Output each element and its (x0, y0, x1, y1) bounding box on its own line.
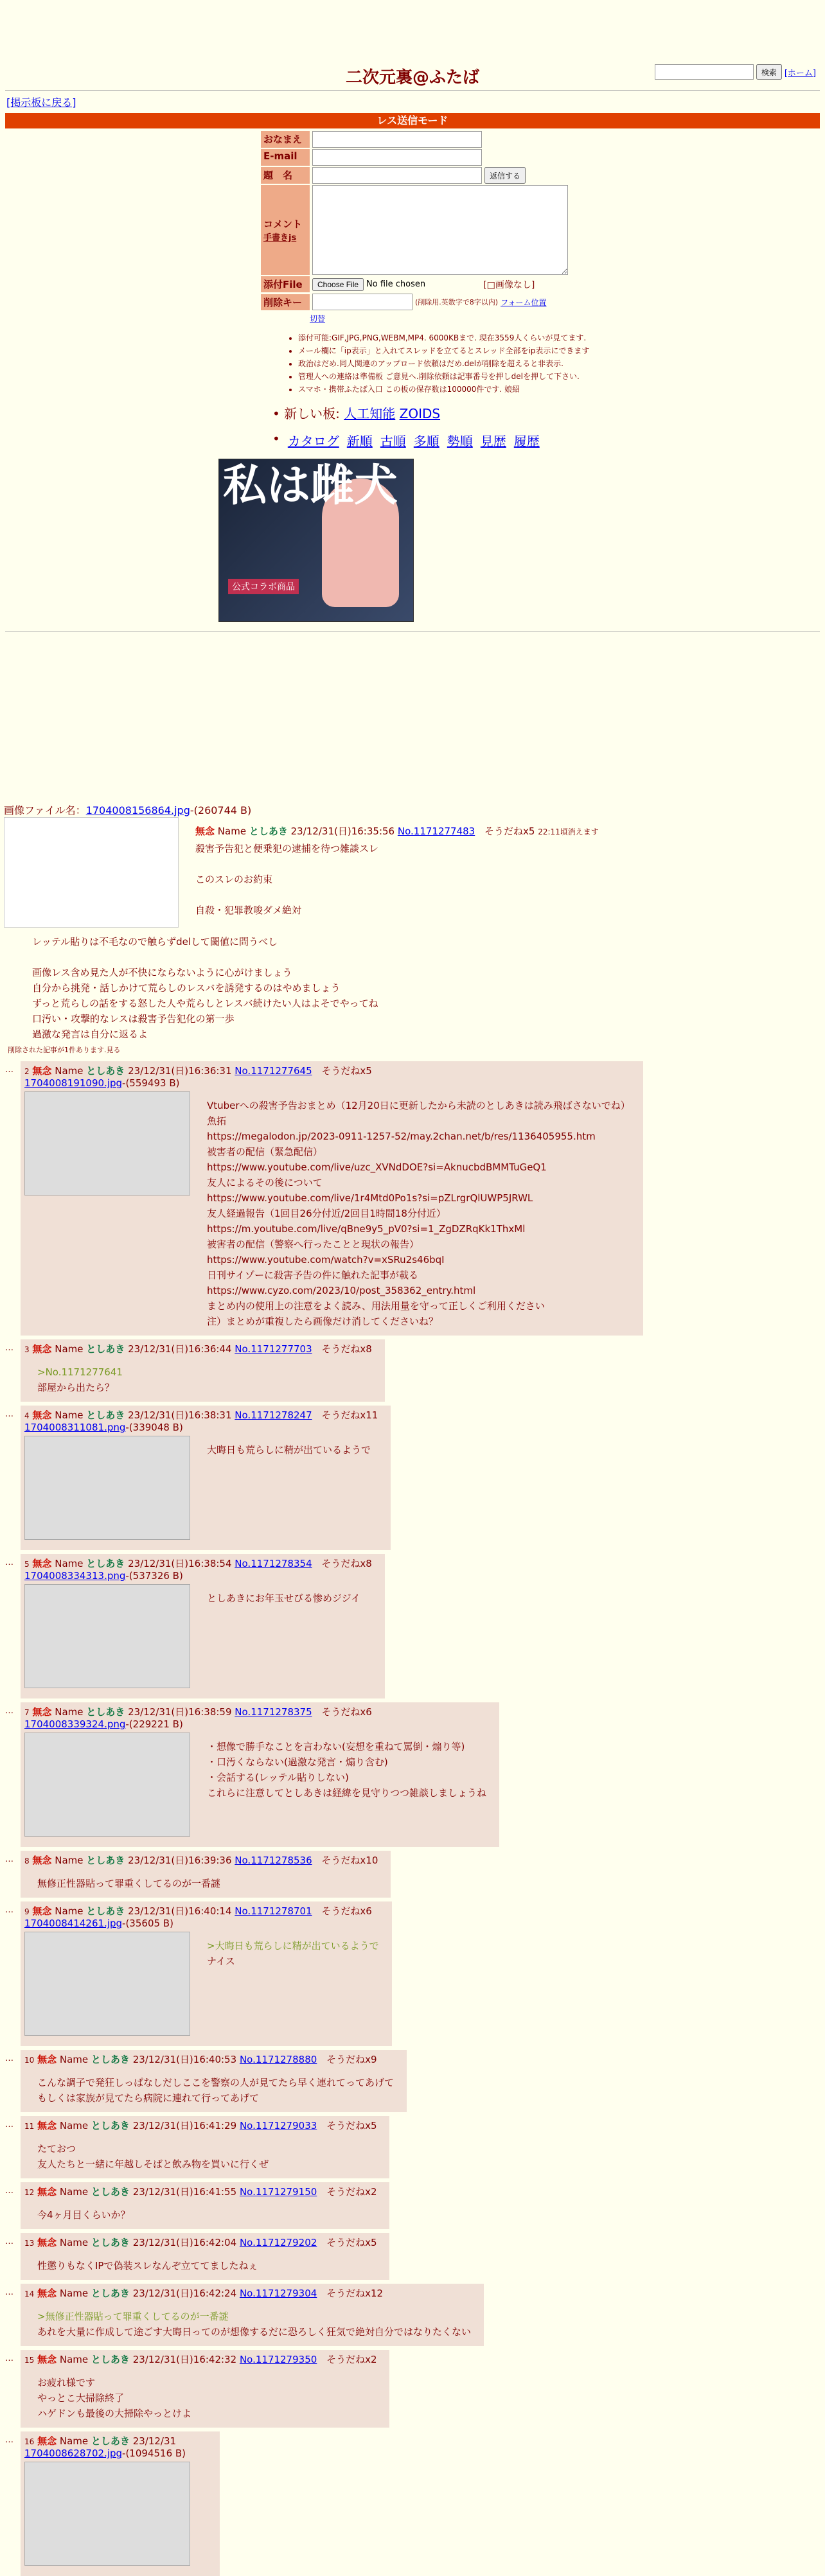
handwrite-link[interactable]: 手書きjs (263, 233, 297, 243)
poster-name: としあき (86, 1905, 125, 1917)
nav-history[interactable]: 履歴 (513, 434, 540, 449)
board-link-zoids[interactable]: ZOIDS (399, 406, 441, 421)
reply-box (21, 2350, 389, 2428)
poster-name: としあき (91, 2435, 130, 2447)
divider (5, 90, 820, 91)
post-date: 23/12/31(日)16:35:56 (290, 825, 395, 837)
soudane-button[interactable]: そうだねx5 (484, 825, 535, 837)
post-date: 23/12/31(日)16:41:55 (132, 2186, 237, 2198)
reply-post (5, 2116, 825, 2178)
reply-file-link[interactable]: 1704008339324.png (24, 1718, 126, 1730)
post-title: 無念 (32, 1706, 52, 1718)
soudane-button[interactable]: そうだねx6 (321, 1706, 372, 1718)
post-date: 23/12/31(日)16:41:29 (132, 2120, 237, 2131)
post-number[interactable]: No.1171277483 (397, 825, 475, 837)
reply-file-size: -(1094516 B) (122, 2448, 186, 2459)
post-title: 無念 (37, 2288, 57, 2299)
file-label: 添付File (261, 276, 310, 292)
reply-post (5, 2182, 825, 2229)
notice-item: • メール欄に「ip表示」と入れてスレッドを立てるとスレッド全部をip表示にできます (298, 344, 825, 357)
name-label-text: Name (55, 1905, 84, 1917)
comment-field[interactable] (312, 185, 568, 275)
reply-body: Vtuberへの殺害予告おまとめ（12月20日に更新したから未読のとしあきは読み飛ばさないでね） 魚拓 https://megalodon.jp/2023-0911-1257-52/may.2chan.net/b/res/1136405955.htm 被害者の配信（緊急配信） https://www.youtube.com/live/uzc_XVNdDOE?si=AknucbdBMMTuGeQ1 友人によるその後について https://www.youtube.com/live/1r4Mtd0Po1s?si=pZLrgrQlUWP5JRWL 友人経過報告（1回目26分付近/2回目1時間18分付近） https://m.youtube.com/live/qBne9y5_pV0?si=1_ZgDZRqKk1ThxMl 被害者の配信（警察へ行ったことと現状の報告） https://www.youtube.com/watch?v=xSRu2s46bqI 日刊サイゾーに殺害予告の件に触れた記事が載る https://www.cyzo.com/2023/10/post_358362_entry.html まとめ内の使用上の注意をよく読み、用法用量を守って正しくご利用ください 注）まとめが重複したら画像だけ消してくださいね？ (207, 1100, 630, 1327)
reply-file-size: -(35605 B) (122, 1918, 173, 1929)
no-image-checkbox[interactable]: [□画像なし] (483, 279, 535, 290)
page-title: 二次元裏@ふたば (345, 68, 479, 87)
post-title: 無念 (32, 1065, 52, 1077)
post-number[interactable]: No.1171277703 (235, 1343, 312, 1355)
reply-file-size: -(229221 B) (125, 1718, 183, 1730)
poster-name: としあき (86, 1065, 125, 1077)
soudane-button[interactable]: そうだねx8 (321, 1343, 372, 1355)
poster-name: としあき (86, 1706, 125, 1718)
nav-old[interactable]: 古順 (380, 434, 406, 449)
search-button[interactable]: 検索 (756, 64, 782, 80)
notice-item: • 管理人への連絡は準備板 ご意見へ.削除依頼は記事番号を押しdelを押して下さい. (298, 370, 825, 383)
reply-index: 16 (24, 2437, 35, 2446)
reply-list (0, 1061, 825, 2576)
post-date: 23/12/31(日)16:39:36 (128, 1855, 232, 1866)
post-title: 無念 (32, 1905, 52, 1917)
reply-gutter: … (5, 2120, 13, 2130)
comment-label (261, 185, 310, 275)
reply-box (21, 1702, 499, 1847)
poster-name: としあき (86, 1558, 125, 1569)
reply-gutter: … (5, 2435, 13, 2445)
name-label-text: Name (59, 2120, 89, 2131)
reply-index: 7 (24, 1708, 30, 1717)
reply-gutter: … (5, 2354, 13, 2363)
post-number[interactable]: No.1171279033 (239, 2120, 317, 2131)
soudane-button[interactable]: そうだねx8 (321, 1558, 372, 1569)
reply-box (21, 2050, 407, 2112)
op-file-link[interactable]: 1704008156864.jpg (85, 804, 190, 816)
reply-post (5, 2431, 825, 2576)
reply-box (21, 2284, 484, 2346)
reply-thumbnail[interactable] (24, 1436, 190, 1540)
reply-header (24, 2286, 471, 2300)
reply-post (5, 2050, 825, 2112)
name-label-text: Name (59, 2186, 89, 2198)
poster-name: としあき (249, 825, 288, 837)
reply-file-link[interactable]: 1704008191090.jpg (24, 1077, 123, 1089)
search-area (655, 64, 816, 80)
name-label-text: Name (55, 1706, 84, 1718)
delkey-note: (削除用.英数字で8字以内) (415, 298, 499, 306)
reply-post (5, 2233, 825, 2280)
reply-index: 14 (24, 2289, 35, 2298)
post-title: 無念 (195, 825, 215, 837)
reply-box (21, 2182, 389, 2229)
reply-body: 性懲りもなくIPで偽装スレなんぞ立ててましたねぇ (37, 2260, 258, 2272)
file-label-text: 画像ファイル名： (4, 804, 86, 816)
reply-index: 9 (24, 1907, 30, 1916)
notice-item: • 添付可能:GIF,JPG,PNG,WEBM,MP4. 6000KBまで. 現在3559人くらいが見てます. (298, 331, 825, 344)
reply-box (21, 1901, 392, 2046)
nav-new[interactable]: 新順 (346, 434, 373, 449)
reply-body: としあきにお年玉せびる惨めジジイ (207, 1592, 360, 1604)
post-date: 23/12/31(日)16:40:53 (132, 2054, 237, 2065)
reply-header (24, 1904, 379, 1918)
post-number[interactable]: No.1171278880 (239, 2054, 317, 2065)
reply-box (21, 2233, 389, 2280)
reply-post (5, 1554, 825, 1698)
deleted-note[interactable]: 削除された記事が1件あります.見る (8, 1046, 121, 1054)
reply-gutter: … (5, 2288, 13, 2297)
reply-gutter: … (5, 2237, 13, 2246)
name-field[interactable] (312, 131, 482, 148)
post-number[interactable]: No.1171278375 (235, 1706, 312, 1718)
home-link[interactable]: [ホーム] (784, 68, 816, 78)
reply-post (5, 2350, 825, 2428)
reply-box (21, 1554, 385, 1698)
op-thumbnail[interactable] (4, 817, 179, 928)
reply-gutter: … (5, 1409, 13, 1419)
name-label-text: Name (59, 2288, 89, 2299)
reply-index: 11 (24, 2122, 35, 2131)
post-number[interactable]: No.1171279350 (239, 2354, 317, 2365)
subject-field[interactable] (312, 167, 482, 184)
reply-index: 5 (24, 1560, 30, 1569)
reply-gutter: … (5, 2186, 13, 2196)
reply-gutter: … (5, 1855, 13, 1864)
soudane-button[interactable]: そうだねx6 (321, 1905, 372, 1917)
nav-catalog[interactable]: カタログ (287, 434, 339, 449)
reply-header (24, 2236, 377, 2249)
post-title: 無念 (37, 2120, 57, 2131)
post-title: 無念 (32, 1409, 52, 1421)
delkey-label: 削除キー (261, 294, 310, 310)
reply-body: あれを大量に作成して途ごす大晦日ってのが想像するだに恐ろしく狂気で絶対自分ではなりたくない (37, 2326, 472, 2338)
ad-banner[interactable] (218, 459, 414, 622)
reply-gutter: … (5, 1706, 13, 1716)
notice-list (272, 331, 825, 396)
soudane-button[interactable]: そうだねx12 (326, 2288, 384, 2299)
op-header (195, 824, 599, 838)
post-date: 23/12/31(日)16:42:32 (132, 2354, 237, 2365)
reply-header (24, 2185, 377, 2198)
new-boards-label: 新しい板: (284, 406, 340, 421)
switch-link[interactable]: 切替 (310, 314, 326, 323)
reply-index: 8 (24, 1857, 30, 1866)
op-body: 殺害予告犯と便乗犯の逮捕を待つ雑談スレ このスレのお約束 自殺・犯罪教唆ダメ絶対 (195, 843, 379, 916)
post-date: 23/12/31(日)16:38:59 (128, 1706, 232, 1718)
poster-name: としあき (91, 2354, 130, 2365)
reply-post (5, 1702, 825, 1847)
reply-thumbnail[interactable] (24, 1733, 190, 1837)
reply-thumbnail[interactable] (24, 1091, 190, 1195)
reply-file-size: -(559493 B) (122, 1077, 180, 1089)
banner-sub: 公式コラボ商品 (228, 579, 299, 594)
name-label-text: Name (55, 1558, 84, 1569)
name-label-text: Name (217, 825, 247, 837)
nav-many[interactable]: 多順 (413, 434, 439, 449)
catalog-nav: • カタログ 新順 古順 多順 勢順 見歴 履歴 (272, 431, 540, 449)
delkey-field[interactable] (312, 294, 412, 310)
post-title: 無念 (32, 1855, 52, 1866)
op-body-rules: レッテル貼りは不毛なので触らずdelして閾値に問うべし 画像レス含め見た人が不快にならないように心がけましょう 自分から挑発・話しかけて荒らしのレスバを誘発するのはやめましょう ずっと荒らしの話をする怒した人や荒らしとレスバ続けたい人はよそでやってね 口汚い・攻撃的なレスは殺害予告犯化の第一歩 過激な発言は自分に返るよ (32, 936, 378, 1040)
poster-name: としあき (86, 1343, 125, 1355)
reply-header (24, 2119, 377, 2132)
reply-header (24, 1705, 486, 1718)
reply-gutter: … (5, 1343, 13, 1353)
post-title: 無念 (32, 1343, 52, 1355)
email-label: E-mail (261, 149, 310, 166)
poster-name: としあき (91, 2288, 130, 2299)
op-post (4, 802, 825, 1055)
reply-file-size: -(537326 B) (125, 1570, 183, 1582)
soudane-button[interactable]: そうだねx9 (326, 2054, 377, 2065)
top-bar (0, 0, 825, 90)
poster-name: としあき (86, 1409, 125, 1421)
soudane-button[interactable]: そうだねx2 (326, 2186, 377, 2198)
reply-body: お疲れ様です やっとこ大掃除終了 ハゲドンも最後の大掃除やっとけよ (37, 2377, 192, 2419)
ad-space (0, 631, 825, 798)
name-label-text: Name (59, 2054, 89, 2065)
reply-post (5, 1061, 825, 1336)
reply-index: 12 (24, 2188, 35, 2197)
name-label-text: Name (59, 2237, 89, 2248)
nav-viewed[interactable]: 見歴 (480, 434, 506, 449)
email-field[interactable] (312, 149, 482, 166)
reply-header (24, 1408, 378, 1422)
post-number[interactable]: No.1171278354 (235, 1558, 312, 1569)
post-date: 23/12/31(日)16:42:04 (132, 2237, 237, 2248)
reply-index: 13 (24, 2239, 35, 2248)
post-number[interactable]: No.1171278701 (235, 1905, 312, 1917)
reply-post (5, 1406, 825, 1550)
reply-header (24, 1557, 372, 1570)
reply-header (24, 1342, 372, 1355)
reply-box (21, 1061, 643, 1336)
reply-header (24, 1853, 378, 1867)
soudane-button[interactable]: そうだねx2 (326, 2354, 377, 2365)
post-title: 無念 (37, 2054, 57, 2065)
poster-name: としあき (91, 2186, 130, 2198)
reply-post (5, 2284, 825, 2346)
post-date: 23/12/31(日)16:36:44 (128, 1343, 232, 1355)
soudane-button[interactable]: そうだねx11 (321, 1409, 378, 1421)
banner-text: 私は雌犬 (223, 460, 398, 511)
post-number[interactable]: No.1171279304 (239, 2288, 317, 2299)
reply-header (24, 2352, 377, 2366)
reply-gutter: … (5, 1905, 13, 1915)
post-date: 23/12/31(日)16:38:54 (128, 1558, 232, 1569)
post-title: 無念 (37, 2435, 57, 2447)
post-number[interactable]: No.1171277645 (235, 1065, 312, 1077)
post-date: 23/12/31(日)16:42:24 (132, 2288, 237, 2299)
expire-note: 22:11頃消えます (538, 827, 599, 836)
name-label-text: Name (59, 2354, 89, 2365)
soudane-button[interactable]: そうだねx5 (321, 1065, 372, 1077)
reply-box (21, 1339, 385, 1402)
search-input[interactable] (655, 64, 754, 80)
notice-item: • 政治はだめ.同人関連のアップロード依頼はだめ.delが削除を超えると非表示. (298, 357, 825, 370)
comment-label-text: コメント (263, 218, 303, 230)
post-number[interactable]: No.1171278536 (235, 1855, 312, 1866)
reply-box (21, 2116, 389, 2178)
soudane-button[interactable]: そうだねx5 (326, 2120, 377, 2131)
back-to-board-link[interactable]: [掲示板に戻る] (6, 96, 76, 109)
reply-file-link[interactable]: 1704008628702.jpg (24, 2448, 123, 2459)
reply-index: 10 (24, 2056, 35, 2065)
reply-body: ナイス (207, 1955, 235, 1967)
reply-box (21, 2431, 220, 2576)
reply-file-size: -(339048 B) (125, 1422, 183, 1433)
reply-box (21, 1851, 391, 1898)
op-file-size: -(260744 B) (190, 804, 252, 816)
post-date: 23/12/31(日)16:38:31 (128, 1409, 232, 1421)
board-link-ai[interactable]: 人工知能 (344, 406, 396, 421)
reply-index: 2 (24, 1067, 30, 1076)
post-title: 無念 (37, 2237, 57, 2248)
name-label: おなまえ (261, 131, 310, 148)
name-label-text: Name (55, 1409, 84, 1421)
name-label-text: Name (55, 1065, 84, 1077)
notice-item: • スマホ・携帯ふたば入口 この板の保存数は100000件です. 娘紹 (298, 383, 825, 396)
post-date: 23/12/31(日)16:40:14 (128, 1905, 232, 1917)
reply-box (21, 1406, 391, 1550)
reply-quote: >無修正性器貼って罪重くしてるのが一番謎 (37, 2311, 229, 2322)
soudane-button[interactable]: そうだねx10 (321, 1855, 378, 1866)
reply-thumbnail[interactable] (24, 1584, 190, 1688)
reply-header (24, 2434, 207, 2448)
submit-button[interactable]: 返信する (484, 167, 526, 184)
reply-index: 15 (24, 2356, 35, 2365)
name-label-text: Name (55, 1343, 84, 1355)
reply-file-link[interactable]: 1704008414261.jpg (24, 1918, 123, 1929)
reply-gutter: … (5, 1558, 13, 1567)
choose-file-button[interactable]: Choose File (312, 278, 364, 291)
reply-gutter: … (5, 2054, 13, 2063)
reply-index: 3 (24, 1345, 30, 1354)
reply-body: 無修正性器貼って罪重くしてるのが一番謎 (37, 1878, 221, 1889)
reply-body: 大晦日も荒らしに精が出ているようで (207, 1444, 371, 1456)
post-date: 23/12/31 (132, 2435, 177, 2447)
reply-body: こんな調子で発狂しっぱなしだしここを警察の人が見てたら早く連れてってあげて もしくは家族が見てたら病院に連れて行ってあげて (37, 2077, 395, 2104)
post-title: 無念 (37, 2354, 57, 2365)
post-number[interactable]: No.1171279202 (239, 2237, 317, 2248)
name-label-text: Name (59, 2435, 89, 2447)
post-number[interactable]: No.1171278247 (235, 1409, 312, 1421)
poster-name: としあき (91, 2054, 130, 2065)
form-position-link[interactable]: フォーム位置 (501, 297, 547, 307)
reply-body: たておつ 友人たちと一緒に年越しそばと飲み物を買いに行くぜ (37, 2143, 269, 2170)
poster-name: としあき (91, 2120, 130, 2131)
reply-file-link[interactable]: 1704008311081.png (24, 1422, 126, 1433)
reply-post (5, 1339, 825, 1402)
subject-label: 題 名 (261, 167, 310, 184)
reply-header (24, 1064, 630, 1077)
post-date: 23/12/31(日)16:36:31 (128, 1065, 232, 1077)
file-status: No file chosen (366, 279, 426, 289)
reply-mode-bar: レス送信モード (5, 113, 820, 128)
reply-body: 今4ヶ月目くらいか？ (37, 2209, 130, 2221)
reply-body: 部屋から出たら？ (37, 1382, 115, 1393)
name-label-text: Name (55, 1855, 84, 1866)
reply-thumbnail[interactable] (24, 2462, 190, 2566)
reply-body: ・想像で勝手なことを言わない(妄想を重ねて罵倒・煽り等) ・口汚くならない(過激な発言・煽り含む) ・会話する(レッテル貼りしない) これらに注意してとしあきは経緯を見守りつつ雑談しましょうね (207, 1741, 487, 1799)
reply-post (5, 1851, 825, 1898)
post-title: 無念 (37, 2186, 57, 2198)
post-title: 無念 (32, 1558, 52, 1569)
reply-gutter: … (5, 1065, 13, 1075)
poster-name: としあき (86, 1855, 125, 1866)
poster-name: としあき (91, 2237, 130, 2248)
reply-index: 4 (24, 1411, 30, 1420)
nav-momentum[interactable]: 勢順 (447, 434, 473, 449)
reply-header (24, 2052, 394, 2066)
reply-thumbnail[interactable] (24, 1932, 190, 2036)
reply-form (261, 131, 825, 324)
soudane-button[interactable]: そうだねx5 (326, 2237, 377, 2248)
reply-file-link[interactable]: 1704008334313.png (24, 1570, 126, 1582)
reply-post (5, 1901, 825, 2046)
reply-quote: >大晦日も荒らしに精が出ているようで (207, 1940, 379, 1952)
reply-quote: >No.1171277641 (37, 1366, 123, 1378)
new-boards: • 新しい板: 人工知能 ZOIDS (272, 406, 441, 421)
post-number[interactable]: No.1171279150 (239, 2186, 317, 2198)
